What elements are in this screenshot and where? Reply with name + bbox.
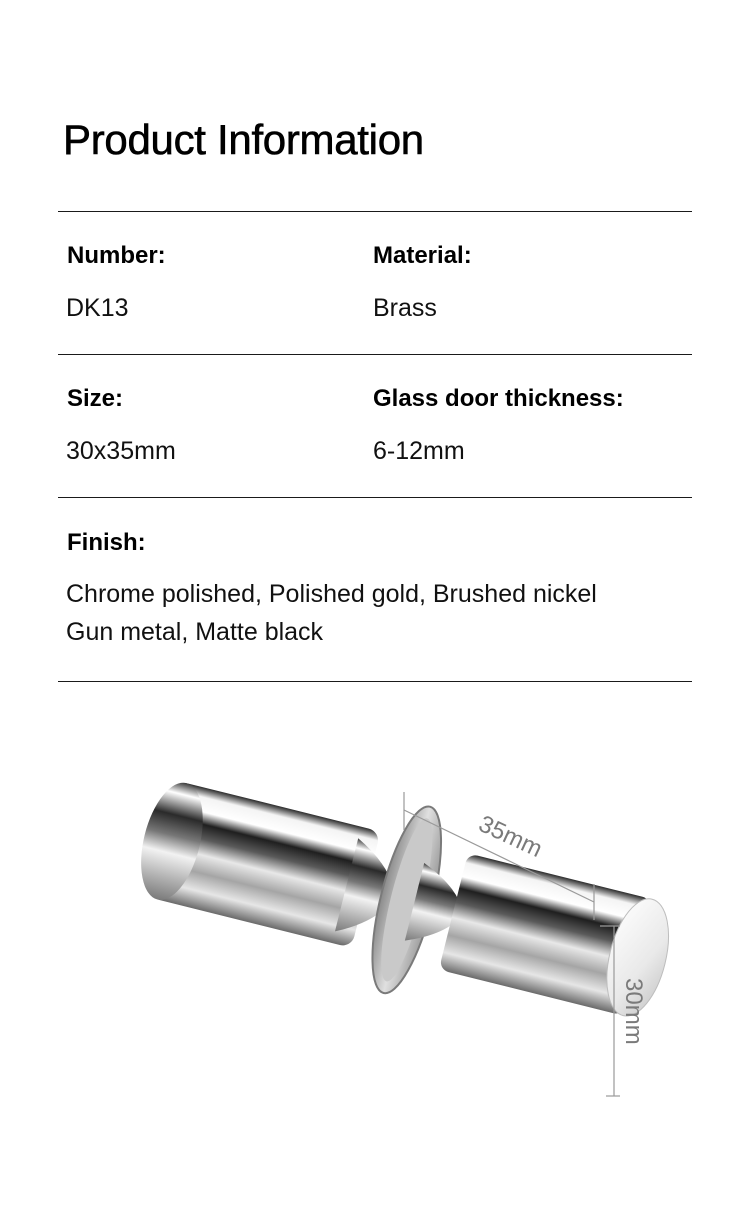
divider: [58, 681, 692, 682]
material-value: Brass: [373, 294, 437, 322]
number-value: DK13: [66, 294, 129, 322]
length-dimension-label: 35mm: [474, 810, 547, 863]
number-label: Number:: [67, 242, 166, 269]
page-title: Product Information: [63, 116, 424, 163]
glass-thickness-value: 6-12mm: [373, 437, 465, 465]
size-label: Size:: [67, 385, 124, 412]
size-value: 30x35mm: [66, 437, 176, 465]
height-dimension-label: 30mm: [620, 978, 647, 1045]
product-image: [0, 700, 750, 1220]
glass-thickness-label: Glass door thickness:: [373, 385, 624, 412]
finish-options-line-2: Gun metal, Matte black: [66, 618, 324, 646]
finish-options-line-1: Chrome polished, Polished gold, Brushed nickel: [66, 580, 597, 608]
divider: [58, 211, 692, 212]
material-label: Material:: [373, 242, 472, 269]
finish-label: Finish:: [67, 529, 146, 556]
divider: [58, 354, 692, 355]
divider: [58, 497, 692, 498]
